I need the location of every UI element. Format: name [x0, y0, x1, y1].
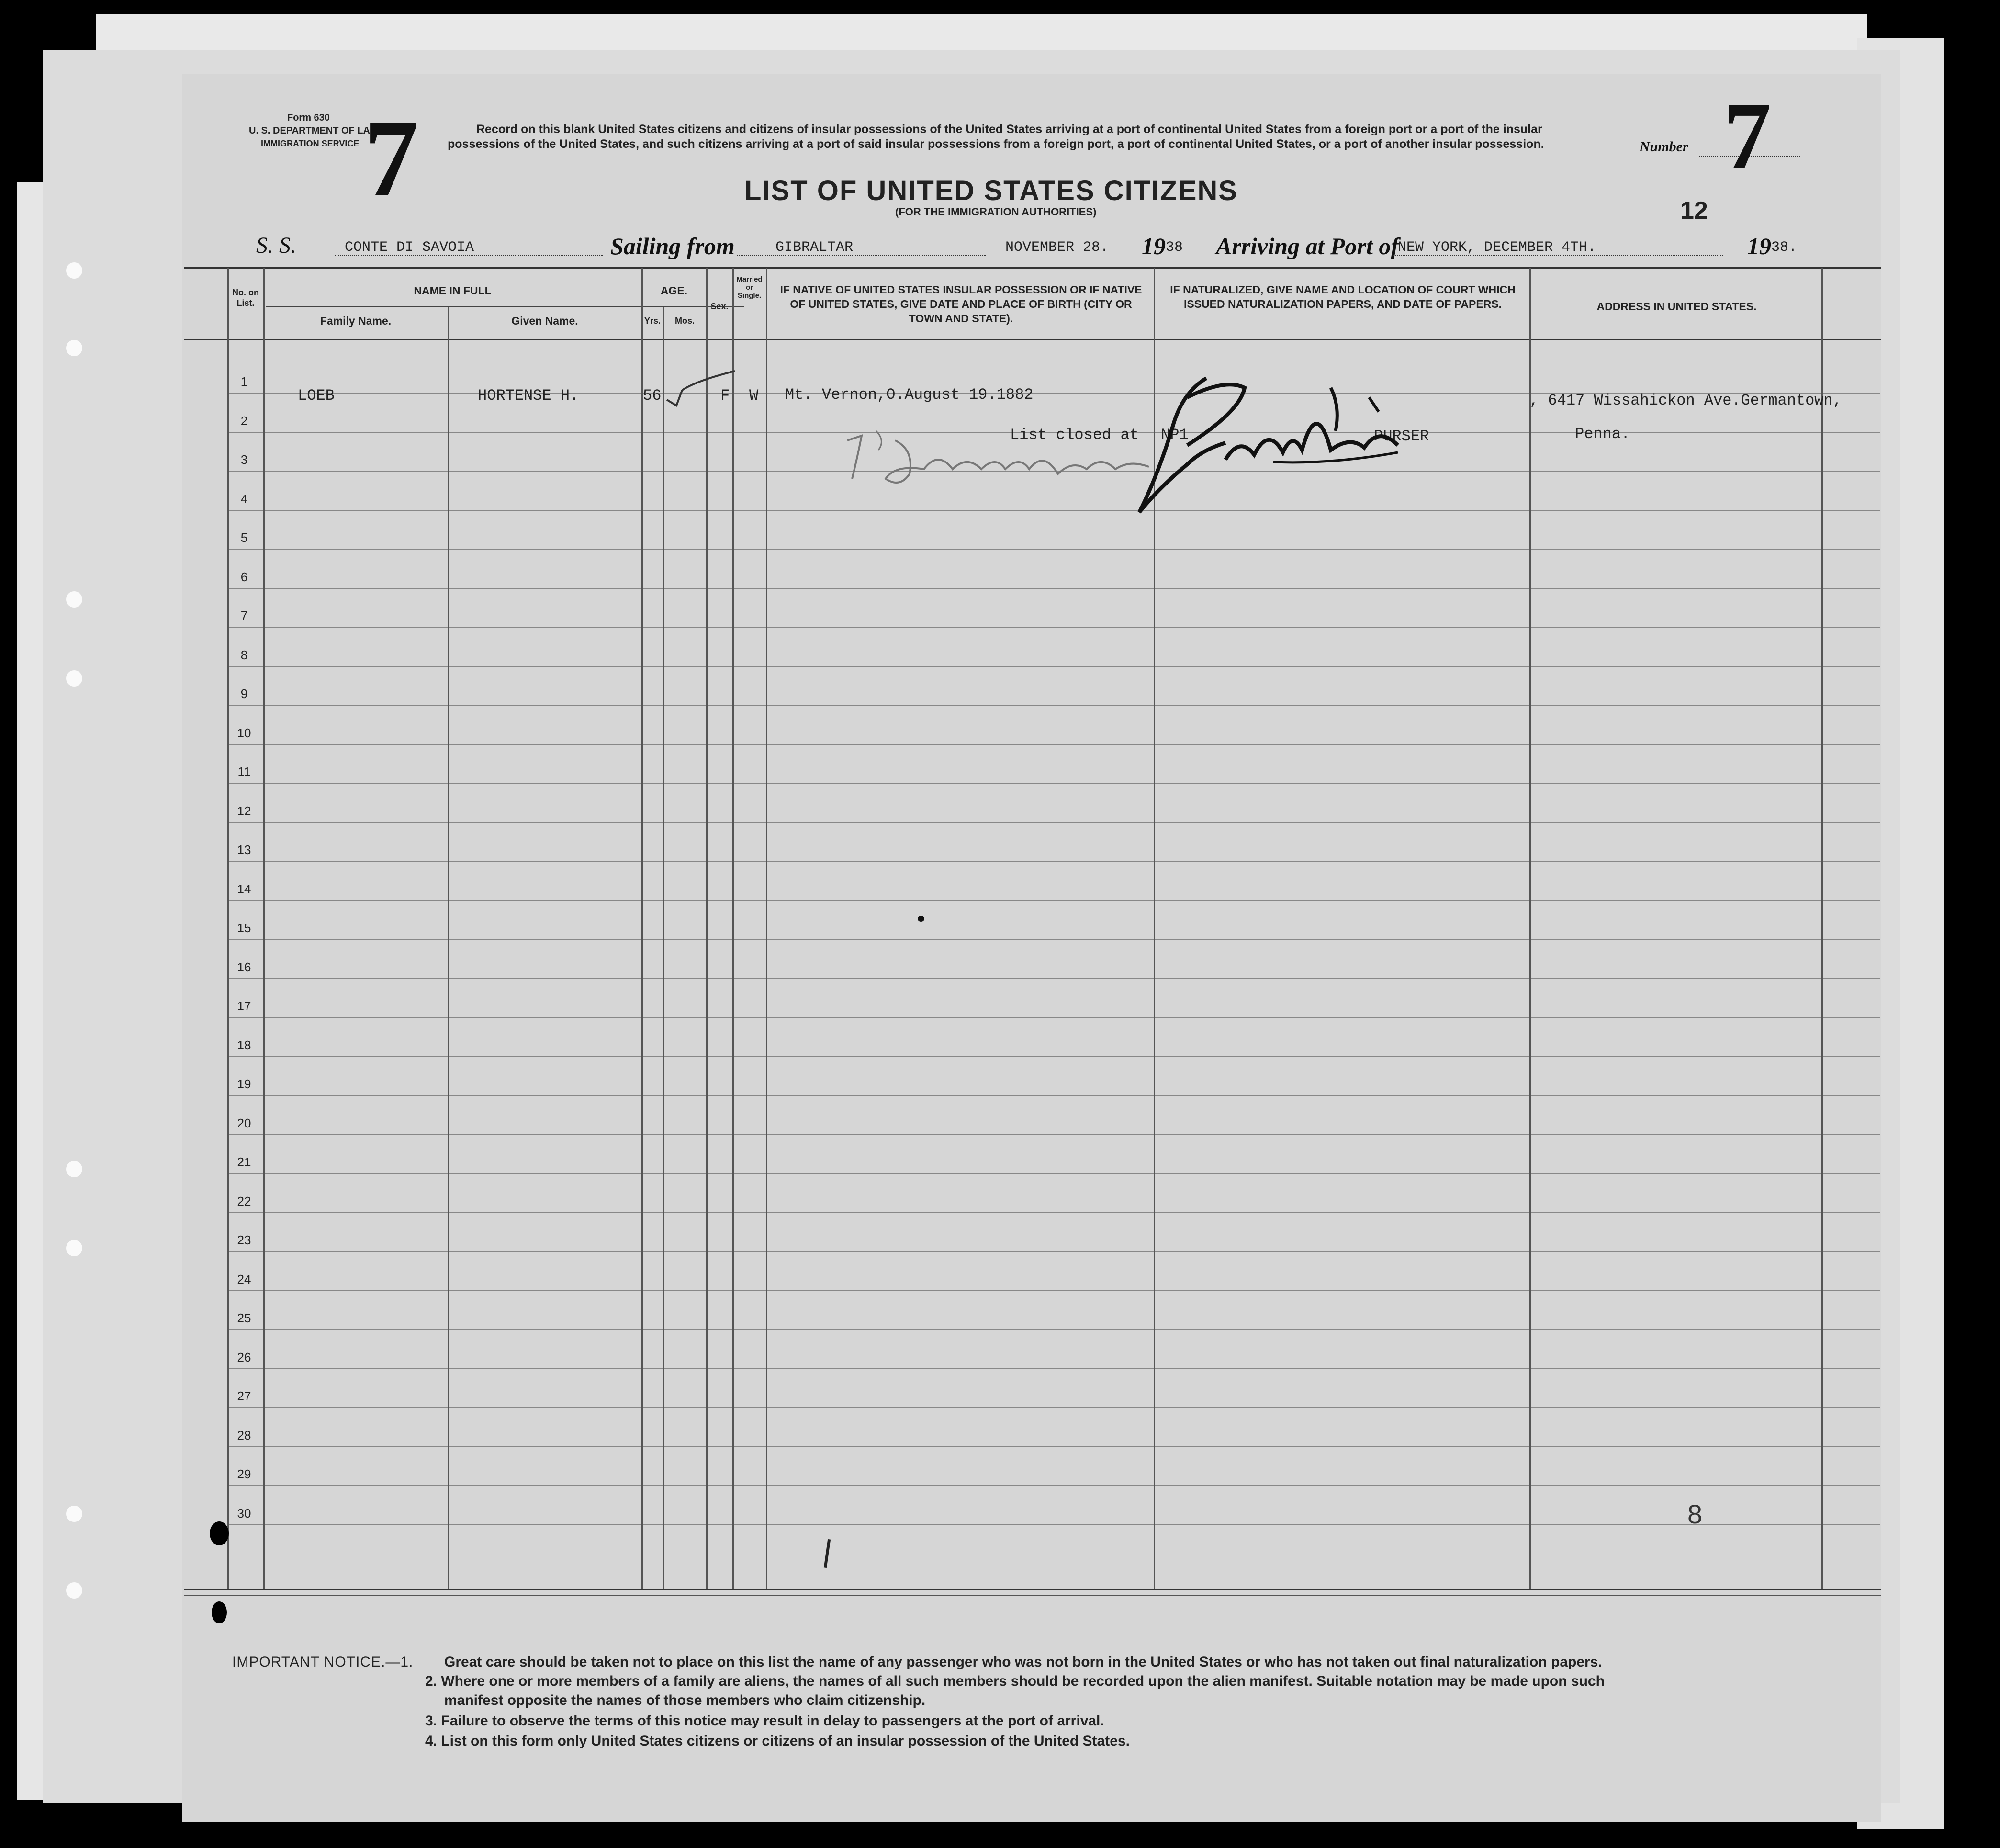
row-rule — [229, 1251, 1880, 1252]
ship-line — [335, 255, 603, 256]
column-divider — [766, 268, 767, 1589]
punch-hole — [66, 262, 82, 279]
ship-name: CONTE DI SAVOIA — [345, 239, 474, 256]
row-rule — [229, 1446, 1880, 1447]
notice-item-2a: 2. Where one or more members of a family are aliens, the names of all such members should be recorded upon the alien manifest. Suitable notation may be made upon such — [425, 1673, 1605, 1689]
row-number: 23 — [237, 1233, 251, 1247]
sailing-from: GIBRALTAR — [775, 239, 854, 256]
column-divider — [663, 307, 664, 1589]
header-years: Yrs. — [644, 316, 661, 326]
year-suffix: 38 — [1166, 239, 1183, 256]
purser-signature — [1130, 369, 1427, 522]
column-divider — [1821, 268, 1823, 1589]
row-rule — [229, 1329, 1880, 1330]
table-bottom-rule — [184, 1595, 1881, 1596]
row-number: 6 — [240, 569, 248, 584]
punch-hole — [66, 1506, 82, 1522]
entry-marital-status: W — [749, 387, 759, 405]
entry-given-name: HORTENSE H. — [478, 387, 579, 405]
row-number: 9 — [240, 687, 248, 701]
header-name-in-full: NAME IN FULL — [414, 284, 492, 297]
year2-prefix: 19 — [1747, 233, 1771, 259]
arriving-port: NEW YORK, DECEMBER 4TH. — [1398, 239, 1596, 256]
ss-label: S. S. — [256, 233, 296, 258]
punch-hole — [66, 1582, 82, 1599]
row-number: 12 — [237, 803, 251, 818]
stamp-number-left: 7 — [364, 97, 419, 219]
row-rule — [229, 705, 1880, 706]
purser-label: PURSER — [1374, 428, 1429, 445]
punch-hole — [66, 1240, 82, 1256]
notice-lead: IMPORTANT NOTICE.—1. — [232, 1654, 414, 1670]
column-divider — [641, 268, 643, 1589]
row-number: 18 — [237, 1037, 251, 1052]
page-title: LIST OF UNITED STATES CITIZENS — [744, 175, 1238, 206]
row-rule — [229, 744, 1880, 745]
sailing-label: Sailing from — [610, 233, 735, 259]
column-divider — [227, 268, 229, 1589]
ink-blot — [212, 1601, 227, 1623]
row-rule — [229, 861, 1880, 862]
column-divider — [448, 307, 449, 1589]
page-subtitle: (FOR THE IMMIGRATION AUTHORITIES) — [895, 206, 1097, 218]
row-number: 19 — [237, 1077, 251, 1091]
punch-hole — [66, 670, 82, 687]
punch-hole — [66, 340, 82, 356]
row-number: 29 — [237, 1467, 251, 1481]
margin-number: 8 — [1687, 1499, 1703, 1529]
header-naturalized: IF NATURALIZED, GIVE NAME AND LOCATION OF COURT WHICH ISSUED NATURALIZATION PAPERS, AND DATE OF PAPERS. — [1170, 283, 1516, 310]
header-sex: Sex. — [710, 302, 729, 311]
header-bottom-border — [184, 339, 1881, 340]
sailing-date: NOVEMBER 28. — [1005, 239, 1109, 256]
row-number: 10 — [237, 725, 251, 740]
header-age: AGE. — [660, 284, 688, 297]
row-number: 21 — [237, 1155, 251, 1169]
check-mark-icon — [663, 366, 740, 409]
row-number: 14 — [237, 881, 251, 896]
row-rule — [229, 510, 1880, 511]
row-number: 30 — [237, 1506, 251, 1521]
form-instruction: Record on this blank United States citizens and citizens of insular possessions of the United States arriving at a port of continental United States from a foreign port or a port of the insular possessions of the United States, and such citizens arriving at a port of said insular possessions from a foreign port, a port of continental United States, or a port of another insular possession. — [448, 123, 1544, 151]
list-closed-label: List closed at — [1010, 426, 1139, 444]
manifest-form — [182, 74, 1881, 1822]
notice-item-2b: manifest opposite the names of those members who claim citizenship. — [444, 1692, 926, 1708]
column-divider — [706, 268, 708, 1589]
row-rule — [229, 1173, 1880, 1174]
header-native-birth: IF NATIVE OF UNITED STATES INSULAR POSSESSION OR IF NATIVE OF UNITED STATES, GIVE DATE AND PLACE OF BIRTH (CITY OR TOWN AND STATE). — [780, 283, 1142, 325]
row-number: 2 — [240, 413, 248, 428]
year-prefix: 19 — [1142, 233, 1166, 259]
row-rule — [229, 1368, 1880, 1369]
entry-birth: Mt. Vernon,O.August 19.1882 — [785, 386, 1034, 404]
row-rule — [229, 1485, 1880, 1486]
header-months: Mos. — [674, 316, 695, 326]
row-number: 3 — [240, 452, 248, 467]
number-label: Number — [1640, 139, 1688, 155]
row-number: 13 — [237, 843, 251, 857]
service-line: IMMIGRATION SERVICE — [261, 139, 360, 148]
notice-item-1: Great care should be taken not to place on this list the name of any passenger who was not born in the United States or who has not taken out final naturalization papers. — [444, 1654, 1602, 1670]
row-number: 27 — [237, 1389, 251, 1403]
department-line: U. S. DEPARTMENT OF LABOR — [249, 125, 392, 136]
row-number: 17 — [237, 999, 251, 1013]
column-divider — [1529, 268, 1531, 1589]
header-no-on-list: No. on List. — [232, 288, 259, 308]
column-divider — [263, 268, 265, 1589]
notice-item-4: 4. List on this form only United States citizens or citizens of an insular possession of the United States. — [425, 1733, 1130, 1749]
row-rule — [229, 1524, 1880, 1525]
row-number: 11 — [237, 765, 251, 779]
name-subheader-line — [266, 306, 744, 307]
row-rule — [229, 1056, 1880, 1057]
row-rule — [229, 588, 1880, 589]
table-bottom-border — [184, 1589, 1881, 1590]
row-number: 8 — [240, 647, 248, 662]
row-number: 1 — [240, 374, 248, 389]
row-number: 20 — [237, 1116, 251, 1130]
row-rule — [229, 783, 1880, 784]
row-number: 26 — [237, 1350, 251, 1364]
row-rule — [229, 978, 1880, 979]
row-number: 28 — [237, 1428, 251, 1442]
header-married-or-single: Married or Single. — [736, 275, 763, 300]
form-number: Form 630 — [287, 113, 330, 123]
row-rule — [229, 627, 1880, 628]
row-number: 7 — [240, 608, 248, 623]
row-rule — [229, 1212, 1880, 1213]
row-rule — [229, 666, 1880, 667]
pencil-annotation — [843, 421, 1158, 493]
column-divider — [732, 268, 734, 1589]
notice-item-3: 3. Failure to observe the terms of this notice may result in delay to passengers at the port of arrival. — [425, 1713, 1104, 1729]
header-family-name: Family Name. — [320, 315, 392, 327]
row-rule — [229, 1290, 1880, 1291]
row-rule — [229, 1407, 1880, 1408]
arriving-label: Arriving at Port of — [1216, 233, 1399, 259]
row-number: 25 — [237, 1311, 251, 1325]
row-rule — [229, 549, 1880, 550]
number-value: 7 — [1723, 83, 1771, 189]
arriving-line — [1393, 255, 1723, 256]
entry-family-name: LOEB — [298, 387, 335, 405]
sailing-line — [737, 255, 986, 256]
punch-hole — [66, 1161, 82, 1177]
row-number: 16 — [237, 959, 251, 974]
row-rule — [229, 900, 1880, 901]
row-rule — [229, 939, 1880, 940]
header-given-name: Given Name. — [511, 315, 578, 327]
row-rule — [229, 1095, 1880, 1096]
row-number: 4 — [240, 491, 248, 506]
entry-sex: F — [720, 387, 730, 405]
row-rule — [229, 1017, 1880, 1018]
row-number: 15 — [237, 921, 251, 935]
row-rule — [229, 1134, 1880, 1135]
closing-port-code: NP1 — [1161, 426, 1189, 444]
entry-address-line2: Penna. — [1575, 425, 1630, 443]
ink-speck — [918, 916, 924, 922]
header-address: ADDRESS IN UNITED STATES. — [1596, 300, 1757, 313]
row-number: 24 — [237, 1272, 251, 1286]
entry-age-years: 56 — [643, 387, 662, 405]
entry-address-line1: , 6417 Wissahickon Ave.Germantown, — [1529, 392, 1842, 409]
row-number: 22 — [237, 1194, 251, 1208]
punch-hole — [66, 591, 82, 608]
row-rule — [229, 822, 1880, 823]
year2-suffix: 38. — [1771, 239, 1798, 256]
page-number: 12 — [1680, 197, 1708, 225]
row-number: 5 — [240, 530, 248, 545]
ink-blot — [210, 1521, 229, 1545]
table-top-border — [184, 267, 1881, 269]
